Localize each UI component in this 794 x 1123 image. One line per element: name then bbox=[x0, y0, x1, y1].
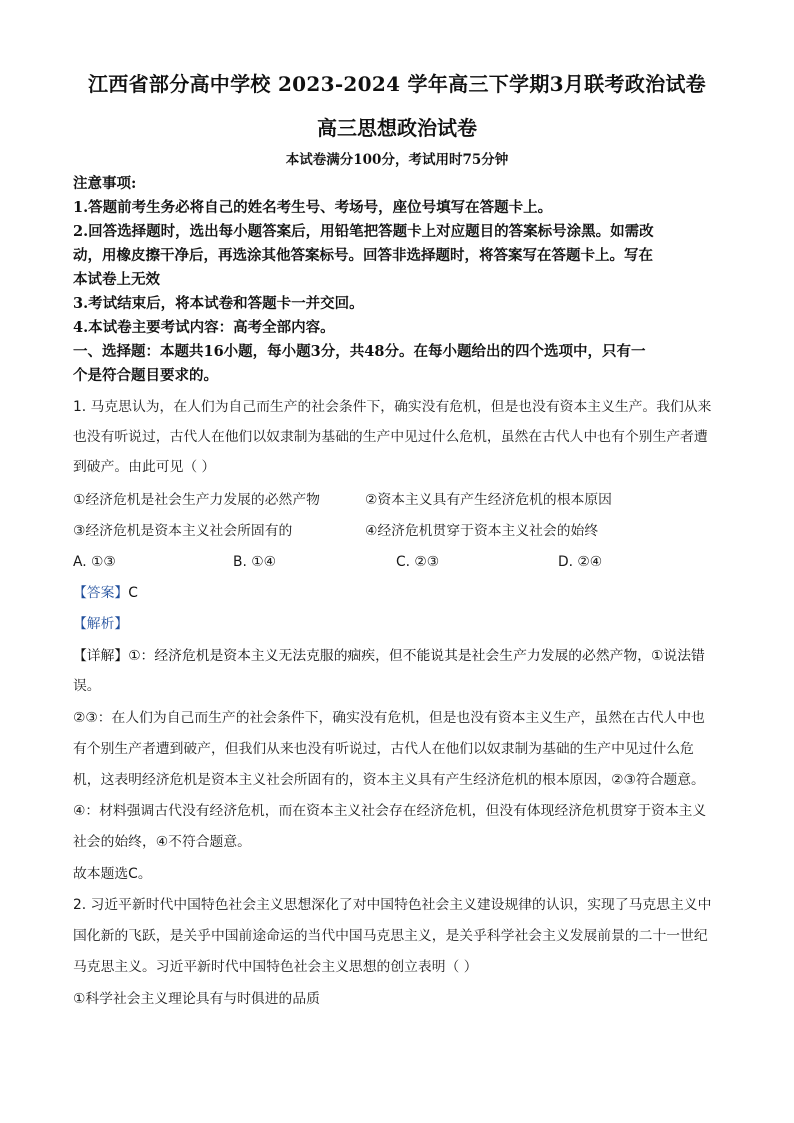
q1-analysis bbox=[73, 613, 128, 635]
section-heading-line-1: 一、选择题：本题共16小题，每小题3分，共48分。在每小题给出的四个选项中，只有一 bbox=[73, 343, 646, 360]
detail-text: ①：经济危机是资本主义无法克服的痼疾，但不能说其是社会生产力发展的必然产物，①说法错 bbox=[128, 648, 705, 664]
q1-stem-line-2: 也没有听说过，古代人在他们以奴隶制为基础的生产中见过什么危机，虽然在古代人中也有个别生产者遭 bbox=[73, 429, 708, 445]
q1-detail-line-2: 误。 bbox=[73, 678, 101, 694]
notice-item-2-line-1: 2.回答选择题时，选出每小题答案后，用铅笔把答题卡上对应题目的答案标号涂黑。如需改 bbox=[73, 223, 654, 240]
notice-item-3: 3.考试结束后，将本试卷和答题卡一并交回。 bbox=[73, 295, 364, 312]
answer-value: C bbox=[128, 585, 138, 601]
q2-stem-line-1: 2. 习近平新时代中国特色社会主义思想深化了对中国特色社会主义建设规律的认识，实现了马克思主义中 bbox=[73, 897, 712, 913]
q1-para2-line-1: ②③：在人们为自己而生产的社会条件下，确实没有危机，但是也没有资本主义生产，虽然在古代人中也 bbox=[73, 710, 705, 726]
analysis-tag: 【解析】 bbox=[73, 616, 129, 632]
q1-conclusion: 故本题选C。 bbox=[73, 866, 152, 882]
q1-choice-d: D. ②④ bbox=[558, 554, 603, 570]
q1-answer bbox=[73, 582, 138, 604]
q1-stem-line-3: 到破产。由此可见（ ） bbox=[73, 459, 216, 475]
q1-para3-line-1: ④：材料强调古代没有经济危机，而在资本主义社会存在经济危机，但没有体现经济危机贯穿于资本主义 bbox=[73, 803, 707, 819]
q1-option-3: ③经济危机是资本主义社会所固有的 bbox=[73, 523, 293, 539]
q1-choice-a: A. ①③ bbox=[73, 554, 116, 570]
q1-choice-c: C. ②③ bbox=[396, 554, 440, 570]
section-heading-line-2: 个是符合题目要求的。 bbox=[73, 367, 218, 384]
q1-option-4: ④经济危机贯穿于资本主义社会的始终 bbox=[365, 523, 599, 539]
answer-tag: 【答案】 bbox=[73, 585, 129, 601]
detail-tag: 【详解】 bbox=[73, 648, 129, 664]
q2-stem-line-2: 国化新的飞跃，是关乎中国前途命运的当代中国马克思主义，是关乎科学社会主义发展前景的二十一世纪 bbox=[73, 928, 708, 944]
exam-info: 本试卷满分100分，考试用时75分钟 bbox=[285, 152, 509, 168]
q1-para2-line-2: 有个别生产者遭到破产，但我们从来也没有听说过，古代人在他们以奴隶制为基础的生产中见过什么危 bbox=[73, 741, 694, 757]
q1-detail-line-1 bbox=[73, 645, 705, 667]
notice-heading: 注意事项: bbox=[73, 175, 137, 192]
q2-option-1: ①科学社会主义理论具有与时俱进的品质 bbox=[73, 991, 320, 1007]
q1-para3-line-2: 社会的始终，④不符合题意。 bbox=[73, 834, 251, 850]
notice-item-4: 4.本试卷主要考试内容：高考全部内容。 bbox=[73, 319, 335, 336]
q1-option-2: ②资本主义具有产生经济危机的根本原因 bbox=[365, 492, 612, 508]
q1-para2-line-3: 机，这表明经济危机是资本主义社会所固有的，资本主义具有产生经济危机的根本原因，②③符合题意。 bbox=[73, 772, 705, 788]
q1-option-1: ①经济危机是社会生产力发展的必然产物 bbox=[73, 492, 320, 508]
exam-subtitle: 高三思想政治试卷 bbox=[317, 116, 477, 140]
q2-stem-line-3: 马克思主义。习近平新时代中国特色社会主义思想的创立表明（ ） bbox=[73, 959, 478, 975]
q1-choice-b: B. ①④ bbox=[233, 554, 276, 570]
notice-item-2-line-2: 动，用橡皮擦干净后，再选涂其他答案标号。回答非选择题时，将答案写在答题卡上。写在 bbox=[73, 247, 653, 264]
notice-item-2-line-3: 本试卷上无效 bbox=[73, 271, 160, 288]
exam-title: 江西省部分高中学校 2023-2024 学年高三下学期3月联考政治试卷 bbox=[88, 72, 706, 96]
q1-stem-line-1: 1. 马克思认为，在人们为自己而生产的社会条件下，确实没有危机，但是也没有资本主义生产。我们从来 bbox=[73, 399, 712, 415]
notice-item-1: 1.答题前考生务必将自己的姓名考生号、考场号，座位号填写在答题卡上。 bbox=[73, 199, 553, 216]
